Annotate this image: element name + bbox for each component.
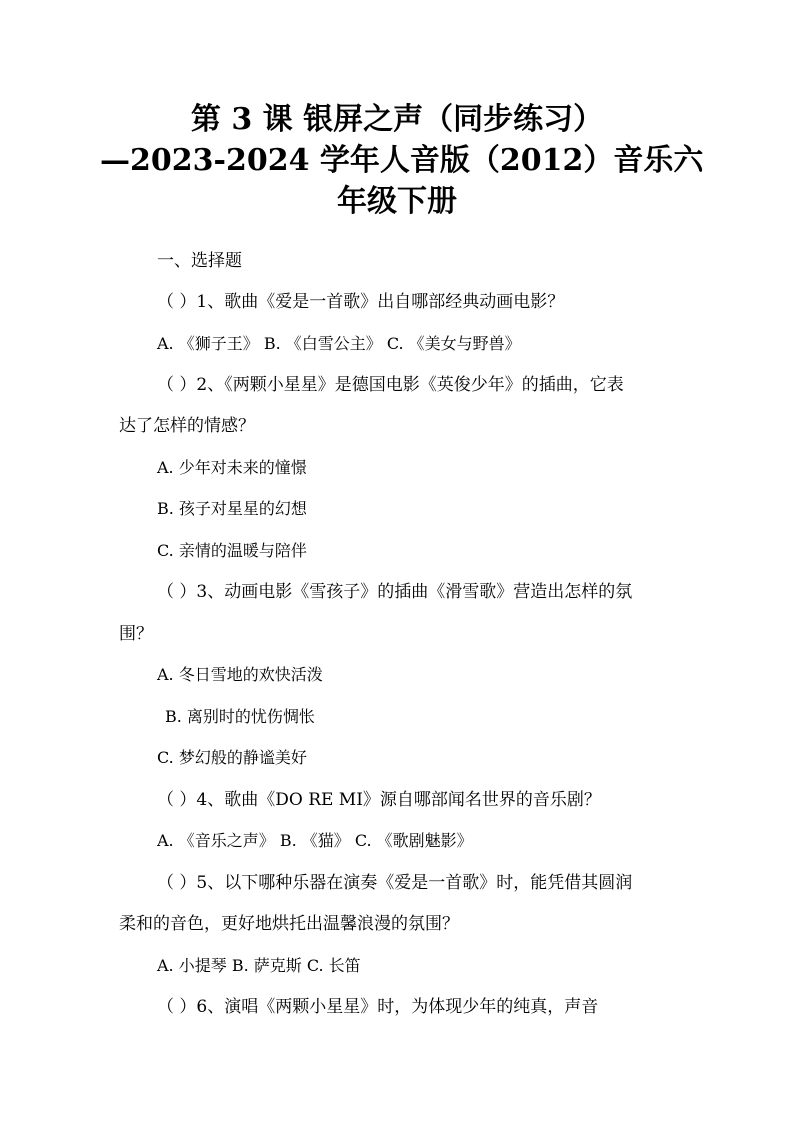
- question-1-text: （ ）1、歌曲《爱是一首歌》出自哪部经典动画电影？: [157, 292, 565, 312]
- title-line-1: 第 3 课 银屏之声（同步练习）: [190, 102, 604, 137]
- question-1-options: A. 《狮子王》 B. 《白雪公主》 C. 《美女与野兽》: [157, 334, 521, 353]
- question-5-text-line-1: （ ）5、以下哪种乐器在演奏《爱是一首歌》时，能凭借其圆润: [157, 873, 633, 893]
- question-4-text: （ ）4、歌曲《DO RE MI》源自哪部闻名世界的音乐剧？: [157, 790, 601, 810]
- question-3-option-b: B. 离别时的忧伤惆怅: [165, 707, 315, 726]
- question-2-option-b: B. 孩子对星星的幻想: [157, 499, 307, 518]
- question-2-text-line-1: （ ）2、《两颗小星星》是德国电影《英俊少年》的插曲，它表: [157, 375, 624, 395]
- title-line-3: 年级下册: [337, 184, 457, 219]
- question-6-text-line-1: （ ）6、演唱《两颗小星星》时，为体现少年的纯真，声音: [157, 997, 599, 1017]
- question-4-options: A. 《音乐之声》 B. 《猫》 C. 《歌剧魅影》: [157, 831, 473, 850]
- question-3-option-c: C. 梦幻般的静谧美好: [157, 748, 307, 767]
- question-2-option-c: C. 亲情的温暖与陪伴: [157, 541, 307, 560]
- question-5-text-line-2: 柔和的音色，更好地烘托出温馨浪漫的氛围？: [119, 914, 459, 934]
- question-3-text-line-1: （ ）3、动画电影《雪孩子》的插曲《滑雪歌》营造出怎样的氛: [157, 582, 633, 602]
- question-2-option-a: A. 少年对未来的憧憬: [157, 458, 307, 477]
- question-5-options: A. 小提琴 B. 萨克斯 C. 长笛: [157, 956, 361, 975]
- question-3-text-line-2: 围？: [119, 624, 153, 644]
- question-2-text-line-2: 达了怎样的情感？: [119, 416, 255, 436]
- question-3-option-a: A. 冬日雪地的欢快活泼: [157, 665, 323, 684]
- section-heading: 一、选择题: [157, 251, 242, 271]
- title-line-2: —2023-2024 学年人音版（2012）音乐六: [100, 143, 704, 178]
